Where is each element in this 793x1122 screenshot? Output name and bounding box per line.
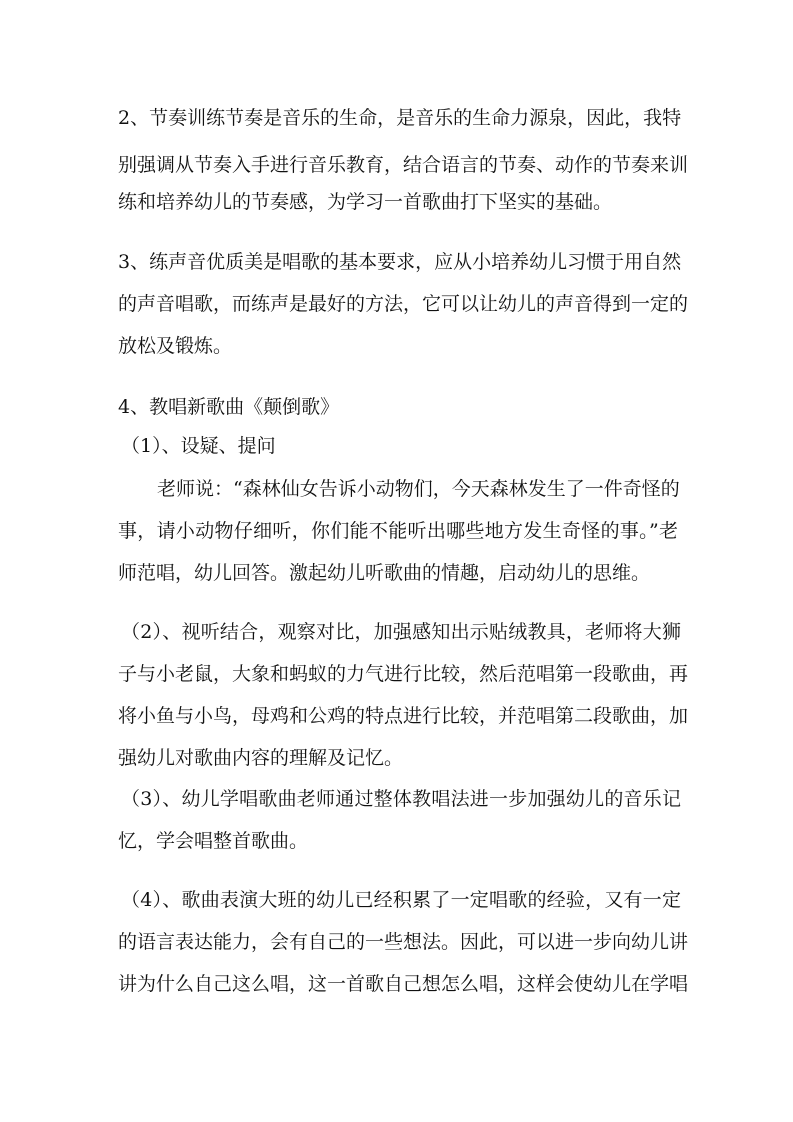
subsection-3-line-1: （3）、幼儿学唱歌曲老师通过整体教唱法进一步加强幼儿的音乐记 (121, 788, 681, 810)
paragraph-2-line-2: 别强调从节奏入手进行音乐教育，结合语言的节奏、动作的节奏来训 (118, 154, 689, 176)
paragraph-3-line-1: 3、练声音优质美是唱歌的基本要求，应从小培养幼儿习惯于用自然 (118, 251, 682, 273)
paragraph-2-line-1: 2、节奏训练节奏是音乐的生命，是音乐的生命力源泉，因此，我特 (118, 107, 682, 129)
subsection-2-line-3: 将小鱼与小鸟，母鸡和公鸡的特点进行比较，并范唱第二段歌曲，加 (118, 705, 689, 727)
section-4-heading: 4、教唱新歌曲《颠倒歌》 (118, 396, 340, 418)
subsection-2-line-4: 强幼儿对歌曲内容的理解及记忆。 (118, 747, 404, 769)
paragraph-3-line-3: 放松及锻炼。 (118, 335, 233, 357)
subsection-1-heading: （1）、设疑、提问 (121, 435, 276, 457)
subsection-2-line-1: （2）、视听结合，观察对比，加强感知出示贴绒教具，老师将大狮 (121, 621, 681, 643)
subsection-1-line-1: 老师说：“森林仙女告诉小动物们，今天森林发生了一件奇怪的 (157, 478, 680, 500)
subsection-4-line-1: （4）、歌曲表演大班的幼儿已经积累了一定唱歌的经验，又有一定 (121, 889, 681, 911)
subsection-4-line-2: 的语言表达能力，会有自己的一些想法。因此，可以进一步向幼儿讲 (118, 931, 689, 953)
paragraph-3-line-2: 的声音唱歌，而练声是最好的方法，它可以让幼儿的声音得到一定的 (118, 293, 689, 315)
subsection-2-line-2: 子与小老鼠，大象和蚂蚁的力气进行比较，然后范唱第一段歌曲，再 (118, 663, 689, 685)
subsection-1-line-2: 事，请小动物仔细听，你们能不能听出哪些地方发生奇怪的事。”老 (118, 520, 678, 542)
subsection-3-line-2: 忆，学会唱整首歌曲。 (118, 830, 309, 852)
subsection-1-line-3: 师范唱，幼儿回答。激起幼儿听歌曲的情趣，启动幼儿的思维。 (118, 562, 651, 584)
subsection-4-line-3: 讲为什么自己这么唱，这一首歌自己想怎么唱，这样会使幼儿在学唱 (118, 973, 689, 995)
paragraph-2-line-3: 练和培养幼儿的节奏感，为学习一首歌曲打下坚实的基础。 (118, 191, 613, 213)
